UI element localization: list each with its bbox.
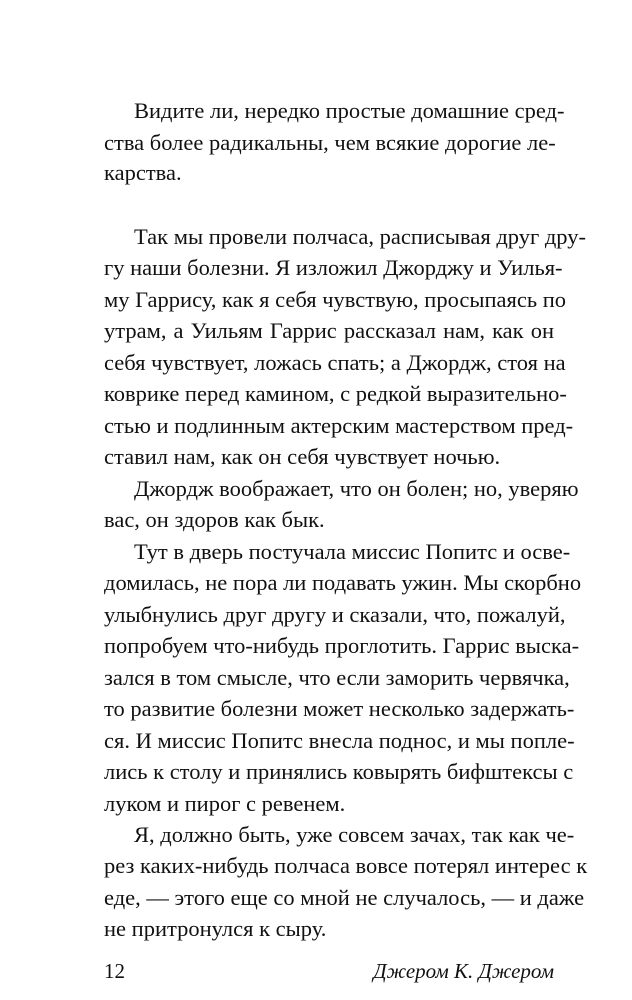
paragraph-4-line-3: улыбнулись друг другу и сказали, что, пожалуй, <box>104 602 566 627</box>
paragraph-5-line-2: рез каких-нибудь полчаса вовсе потерял интерес к <box>104 853 588 878</box>
paragraph-2-line-2: гу наши болезни. Я изложил Джорджу и Уилья- <box>104 255 563 280</box>
paragraph-2-line-4: утрам, а Уильям Гаррис рассказал нам, как он <box>104 318 554 343</box>
running-footer-author: Джером К. Джером <box>373 959 554 983</box>
paragraph-4-line-6: то развитие болезни может несколько задержать- <box>104 696 575 721</box>
paragraph-4-line-8: лись к столу и принялись ковырять бифштексы с <box>104 759 574 784</box>
paragraph-1-line-2: ства более радикальны, чем всякие дорогие ле- <box>104 130 556 155</box>
paragraph-3-line-2: вас, он здоров как бык. <box>104 507 325 532</box>
paragraph-2-line-8: ставил нам, как он себя чувствует ночью. <box>104 444 501 469</box>
paragraph-2-line-3: му Гаррису, как я себя чувствую, просыпаясь по <box>104 287 567 312</box>
paragraph-5-line-3: еде, — этого еще со мной не случалось, — и даже <box>104 885 585 910</box>
paragraph-5-line-4: не притронулся к сыру. <box>104 916 327 941</box>
paragraph-2-line-1: Так мы провели полчаса, расписывая друг дру- <box>134 224 586 249</box>
paragraph-5-line-1: Я, должно быть, уже совсем зачах, так как че- <box>134 822 575 847</box>
paragraph-1-line-3: карства. <box>104 160 182 185</box>
paragraph-4-line-9: луком и пирог с ревенем. <box>104 791 346 816</box>
paragraph-4-line-1: Тут в дверь постучала миссис Попитс и осве- <box>134 539 571 564</box>
page-number: 12 <box>104 959 125 983</box>
paragraph-2-line-6: коврике перед камином, с редкой выразительно- <box>104 381 567 406</box>
paragraph-4-line-5: зался в том смысле, что если заморить червячка, <box>104 665 570 690</box>
paragraph-4-line-4: попробуем что-нибудь проглотить. Гаррис выска- <box>104 633 580 658</box>
paragraph-2-line-5: себя чувствует, ложась спать; а Джордж, стоя на <box>104 350 566 375</box>
paragraph-3-line-1: Джордж воображает, что он болен; но, уверяю <box>134 476 579 501</box>
paragraph-2-line-7: стью и подлинным актерским мастерством пред- <box>104 413 574 438</box>
paragraph-1-line-1: Видите ли, нередко простые домашние сред- <box>134 98 565 123</box>
paragraph-4-line-2: домилась, не пора ли подавать ужин. Мы скорбно <box>104 570 582 595</box>
paragraph-4-line-7: ся. И миссис Попитс внесла поднос, и мы попле- <box>104 728 575 753</box>
